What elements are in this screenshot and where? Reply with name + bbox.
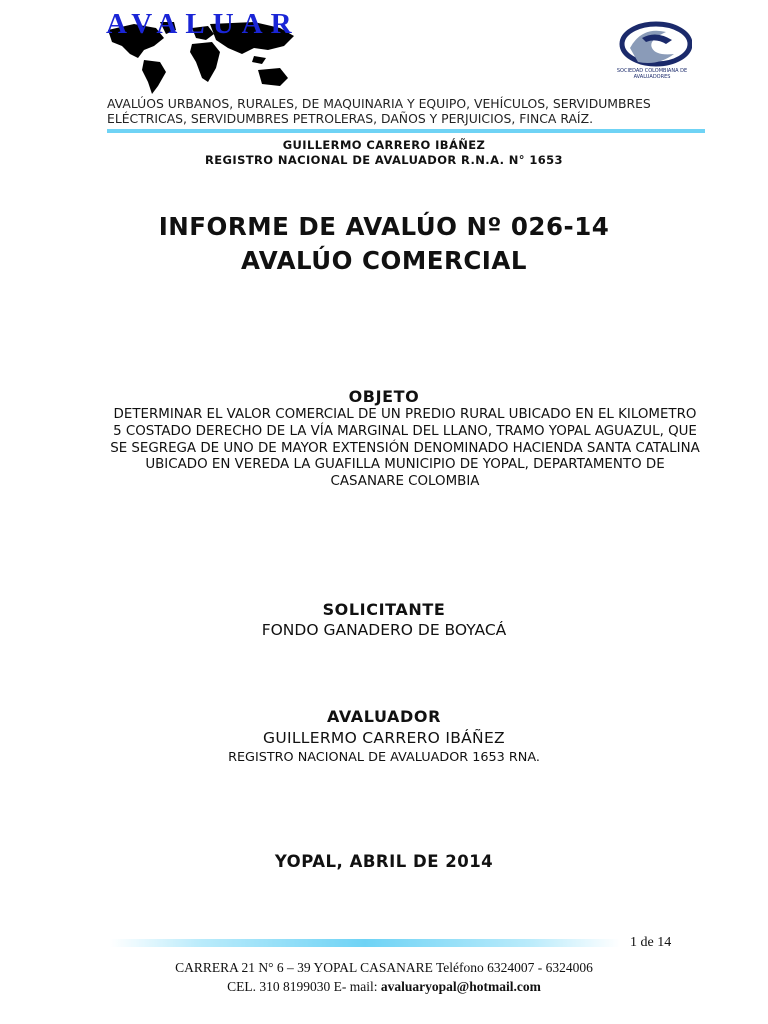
brand-logo-text: AVALUAR	[106, 8, 300, 40]
footer-email-link[interactable]: avaluaryopal@hotmail.com	[380, 979, 541, 994]
header-divider	[107, 129, 705, 133]
report-title-line2: AVALÚO COMERCIAL	[240, 246, 527, 275]
sca-logo-caption: SOCIEDAD COLOMBIANA DE AVALUADORES	[616, 68, 688, 80]
avaluador-heading: AVALUADOR	[326, 707, 442, 726]
footer-divider	[110, 939, 620, 947]
report-title-line1: INFORME DE AVALÚO Nº 026-14	[158, 212, 610, 241]
page-number: 1 de 14	[630, 935, 672, 950]
place-date: YOPAL, ABRIL DE 2014	[274, 852, 494, 871]
owner-registry: REGISTRO NACIONAL DE AVALUADOR R.N.A. N° 1653	[205, 153, 563, 167]
report-title	[0, 210, 768, 278]
solicitante-heading: SOLICITANTE	[322, 600, 446, 619]
footer-address: CARRERA 21 N° 6 – 39 YOPAL CASANARE Teléfono 6324007 - 6324006	[175, 960, 593, 975]
services-description: AVALÚOS URBANOS, RURALES, DE MAQUINARIA Y EQUIPO, VEHÍCULOS, SERVIDUMBRES ELÉCTRICAS, SERVIDUMBRES PETROLERAS, DAÑOS Y PERJUICIOS, FINCA RAÍZ.	[107, 96, 651, 126]
footer-contact	[0, 979, 768, 995]
footer-phone: CEL. 310 8199030 E- mail:	[227, 979, 381, 994]
owner-name: GUILLERMO CARRERO IBÁÑEZ	[282, 138, 486, 152]
avaluador-registry: REGISTRO NACIONAL DE AVALUADOR 1653 RNA.	[228, 750, 540, 765]
solicitante-value: FONDO GANADERO DE BOYACÁ	[261, 621, 507, 639]
objeto-heading: OBJETO	[348, 387, 420, 406]
avaluador-name: GUILLERMO CARRERO IBÁÑEZ	[263, 729, 505, 747]
owner-block	[0, 138, 768, 168]
objeto-text: DETERMINAR EL VALOR COMERCIAL DE UN PREDIO RURAL UBICADO EN EL KILOMETRO 5 COSTADO DERECHO DE LA VÍA MARGINAL DEL LLANO, TRAMO YOPAL AGUAZUL, QUE SE SEGREGA DE UNO DE MAYOR EXTENSIÓN DENOMINADO HACIENDA SANTA CATALINA UBICADO EN VEREDA LA GUAFILLA MUNICIPIO DE YOPAL, DEPARTAMENTO DE CASANARE COLOMBIA	[110, 407, 700, 490]
